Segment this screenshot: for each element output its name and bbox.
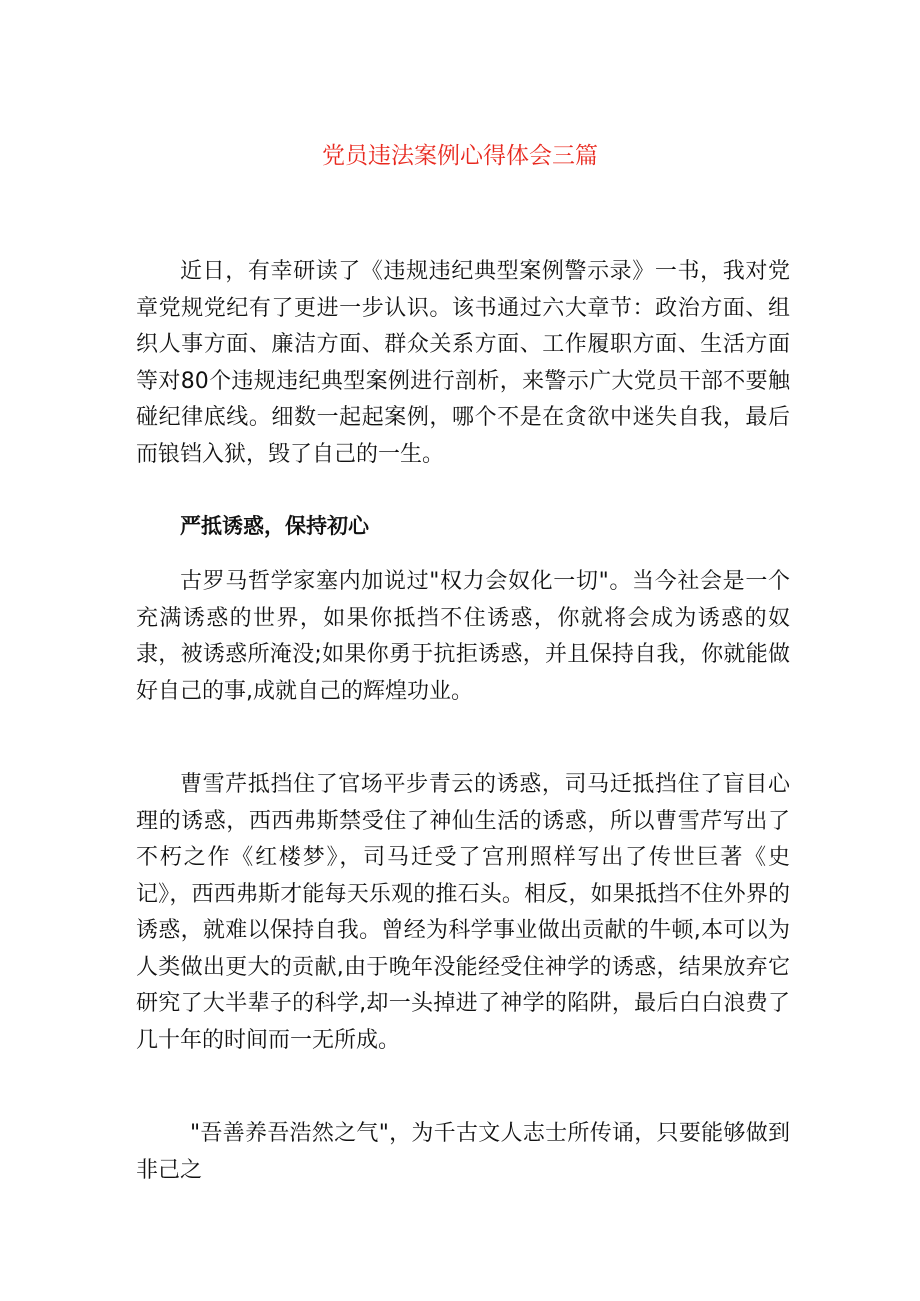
paragraph-intro: 近日，有幸研读了《违规违纪典型案例警示录》一书，我对党章党规党纪有了更进一步认识。该书通过六大章节：政治方面、组织人事方面、廉洁方面、群众关系方面、工作履职方面、生活方面等对80个违规违纪典型案例进行剖析，来警示广大党员干部不要触碰纪律底线。细数一起起案例，哪个不是在贪欲中迷失自我，最后而锒铛入狱，毁了自己的一生。 [136, 259, 790, 467]
paragraph-haoran: "吾善养吾浩然之气"，为千古文人志士所传诵，只要能够做到非己之 [136, 1121, 790, 1183]
document-title: 党员违法案例心得体会三篇 [322, 143, 598, 169]
paragraph-examples: 曹雪芹抵挡住了官场平步青云的诱惑，司马迁抵挡住了盲目心理的诱惑，西西弗斯禁受住了神仙生活的诱惑，所以曹雪芹写出了不朽之作《红楼梦》，司马迁受了宫刑照样写出了传世巨著《史记》，西西弗斯才能每天乐观的推石头。相反，如果抵挡不住外界的诱惑，就难以保持自我。曾经为科学事业做出贡献的牛顿,本可以为人类做出更大的贡献,由于晚年没能经受住神学的诱惑，结果放弃它研究了大半辈子的科学,却一头掉进了神学的陷阱，最后白白浪费了几十年的时间而一无所成。 [136, 772, 790, 1053]
paragraph-temptation: 古罗马哲学家塞内加说过"权力会奴化一切"。当今社会是一个充满诱惑的世界，如果你抵挡不住诱惑，你就将会成为诱惑的奴隶，被诱惑所淹没;如果你勇于抗拒诱惑，并且保持自我，你就能做好自己的事,成就自己的辉煌功业。 [136, 569, 790, 704]
section-heading: 严抵诱惑，保持初心 [180, 514, 369, 538]
